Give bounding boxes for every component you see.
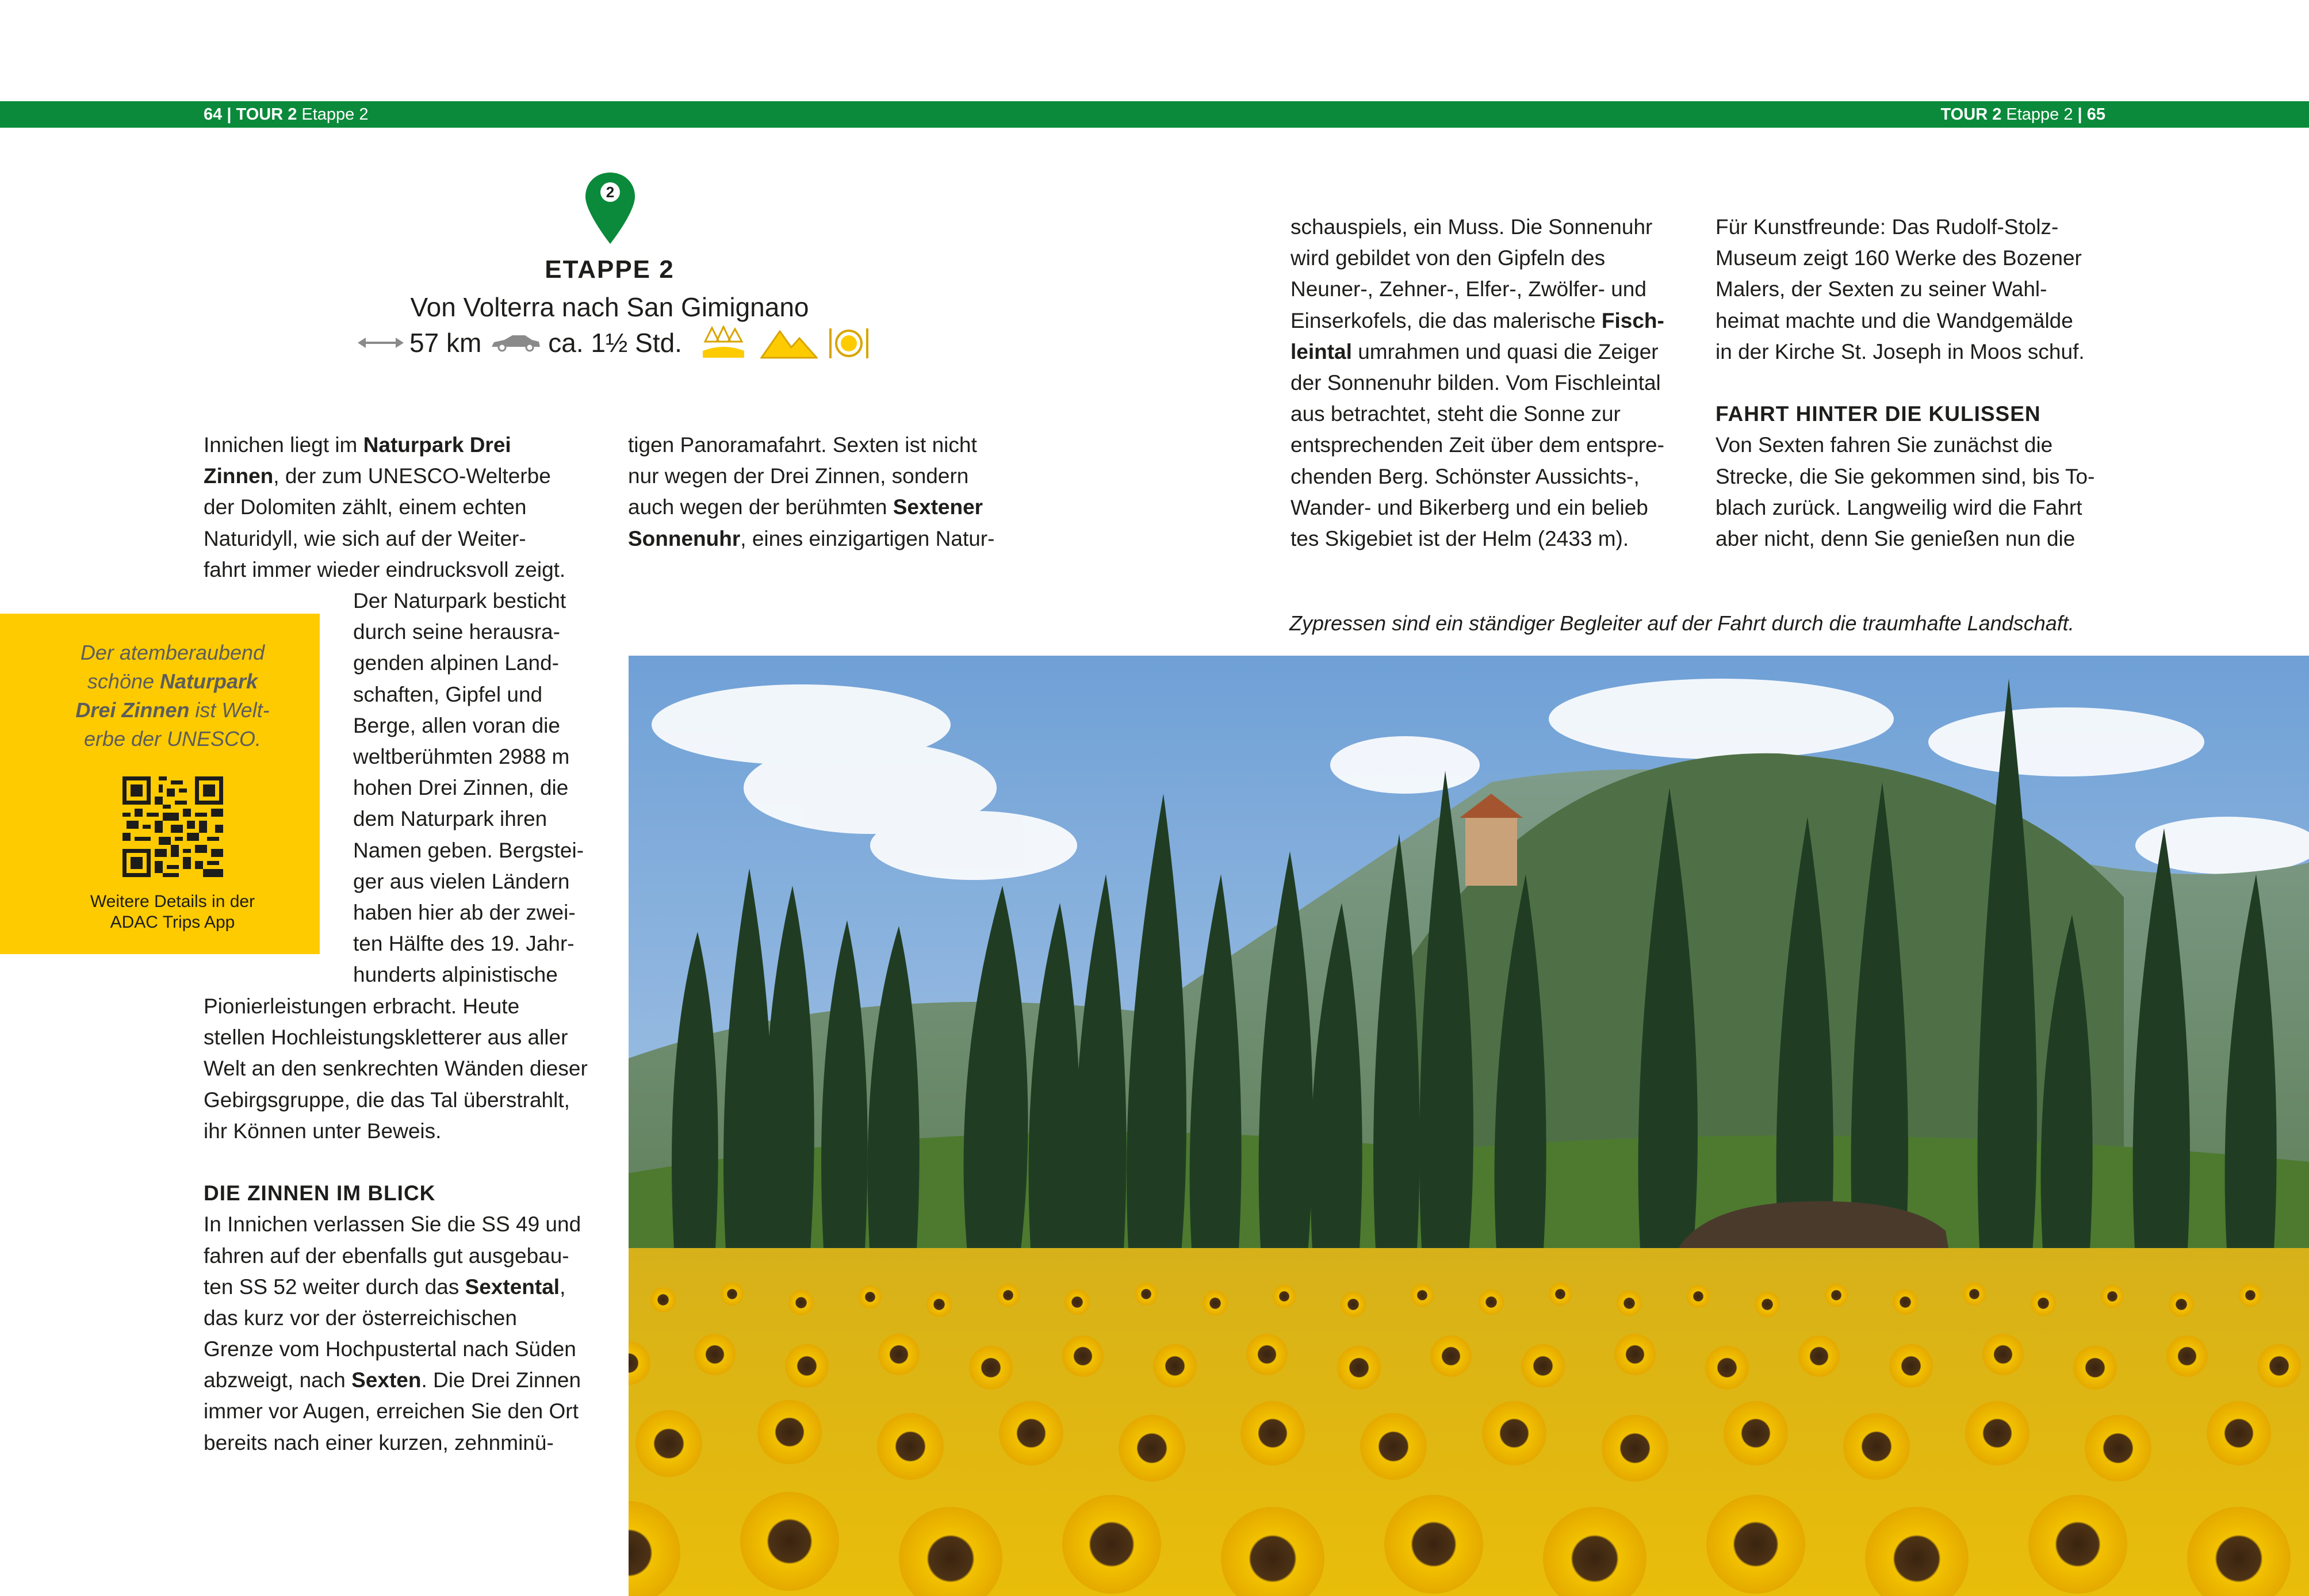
text-line: fahren auf der ebenfalls gut ausgebau- <box>204 1243 569 1268</box>
tour-label-left: TOUR 2 <box>236 105 297 124</box>
text-line: ten Hälfte des 19. Jahr- <box>353 932 575 956</box>
column-1-continued <box>204 991 588 1459</box>
text-line: Zinnen, der zum UNESCO-Welterbe <box>204 464 551 488</box>
text-line: Wander- und Bikerberg und ein belieb <box>1291 495 1648 519</box>
text-line: chenden Berg. Schönster Aussichts-, <box>1291 464 1640 488</box>
text-line: wird gebildet von den Gipfeln des <box>1291 246 1606 270</box>
info-box-caption: Der atemberaubend schöne Naturpark Drei Zinnen ist Welt- erbe der UNESCO. <box>75 641 270 751</box>
text-line: Strecke, die Sie gekommen sind, bis To- <box>1716 464 2095 488</box>
qr-code-icon[interactable] <box>122 776 223 877</box>
text-line: Pionierleistungen erbracht. Heute <box>204 994 520 1018</box>
text-line: durch seine herausra- <box>353 620 560 644</box>
text-line: ihr Können unter Beweis. <box>204 1119 442 1143</box>
stage-distance: 57 km <box>409 328 482 358</box>
section-heading-kulissen: FAHRT HINTER DIE KULISSEN <box>1716 402 2041 426</box>
stage-duration: ca. 1½ Std. <box>548 328 682 358</box>
text-line: auch wegen der berühmten Sextener <box>628 495 983 519</box>
stage-label-left: Etappe 2 <box>301 105 369 124</box>
text-line: dem Naturpark ihren <box>353 807 547 831</box>
stage-route: Von Volterra nach San Gimignano <box>410 292 809 322</box>
text-line: Einserkofels, die das malerische Fisch- <box>1291 308 1664 332</box>
left-page-header: 64 | TOUR 2 Etappe 2 <box>204 105 369 124</box>
restaurant-icon <box>826 325 872 361</box>
info-box-app-note: Weitere Details in der ADAC Trips App <box>90 892 255 932</box>
section-heading-zinnen: DIE ZINNEN IM BLICK <box>204 1181 436 1205</box>
text-line: tes Skigebiet ist der Helm (2433 m). <box>1291 526 1629 550</box>
text-line: Der Naturpark besticht <box>353 589 566 613</box>
column-4-text <box>1716 212 2094 554</box>
car-icon <box>489 333 541 353</box>
page-number-left: 64 <box>204 105 223 124</box>
text-line: Naturidyll, wie sich auf der Weiter- <box>204 526 526 550</box>
mountains-icon <box>760 327 818 359</box>
text-line: Für Kunstfreunde: Das Rudolf-Stolz- <box>1716 215 2059 239</box>
landscape-photo <box>629 656 2309 1596</box>
text-line: aus betrachtet, steht die Sonne zur <box>1291 402 1621 426</box>
stage-info-row <box>358 326 872 360</box>
text-line: blach zurück. Langweilig wird die Fahrt <box>1716 495 2082 519</box>
text-line: der Dolomiten zählt, einem echten <box>204 495 527 519</box>
text-line: hunderts alpinistische <box>353 963 558 987</box>
text-line: Gebirgsgruppe, die das Tal überstrahlt, <box>204 1088 570 1112</box>
text-line: Sonnenuhr, eines einzigartigen Natur- <box>628 526 995 550</box>
text-line: bereits nach einer kurzen, zehnminü- <box>204 1430 554 1455</box>
text-line: genden alpinen Land- <box>353 651 559 675</box>
text-line: Grenze vom Hochpustertal nach Süden <box>204 1337 576 1361</box>
text-line: Neuner-, Zehner-, Elfer-, Zwölfer- und <box>1291 277 1646 301</box>
text-line: immer vor Augen, erreichen Sie den Ort <box>204 1399 579 1423</box>
text-line: schauspiels, ein Muss. Die Sonnenuhr <box>1291 215 1653 239</box>
text-line: fahrt immer wieder eindrucksvoll zeigt. <box>204 557 566 581</box>
text-line: weltberühmten 2988 m <box>353 744 570 768</box>
column-3-text <box>1291 212 1664 554</box>
text-line: hohen Drei Zinnen, die <box>353 776 569 800</box>
text-line: haben hier ab der zwei- <box>353 900 576 924</box>
text-line: Von Sexten fahren Sie zunächst die <box>1716 433 2053 457</box>
distance-arrow-icon <box>358 334 404 351</box>
column-1-intro <box>204 430 565 585</box>
column-2-text <box>628 430 994 554</box>
text-line: Welt an den senkrechten Wänden dieser <box>204 1057 588 1081</box>
text-line: stellen Hochleistungskletterer aus aller <box>204 1025 568 1050</box>
text-line: in der Kirche St. Joseph in Moos schuf. <box>1716 339 2085 363</box>
text-line: ten SS 52 weiter durch das Sextental, <box>204 1274 566 1299</box>
text-line: entsprechenden Zeit über dem entspre- <box>1291 433 1664 457</box>
text-line: heimat machte und die Wandgemälde <box>1716 308 2073 332</box>
text-line: Namen geben. Bergstei- <box>353 838 584 862</box>
text-line: Museum zeigt 160 Werke des Bozener <box>1716 246 2082 270</box>
text-line: tigen Panoramafahrt. Sexten ist nicht <box>628 433 977 457</box>
text-line: das kurz vor der österreichischen <box>204 1306 517 1330</box>
text-line: aber nicht, denn Sie genießen nun die <box>1716 526 2076 550</box>
column-1-wrapped-text <box>353 585 584 990</box>
text-line: Innichen liegt im Naturpark Drei <box>204 433 511 457</box>
photo-caption: Zypressen sind ein ständiger Begleiter auf der Fahrt durch die traumhafte Landschaft. <box>1289 611 2074 635</box>
tour-label-right: TOUR 2 <box>1940 105 2002 124</box>
text-line: nur wegen der Drei Zinnen, sondern <box>628 464 969 488</box>
page-number-right: 65 <box>2086 105 2105 124</box>
text-line: Malers, der Sexten zu seiner Wahl- <box>1716 277 2047 301</box>
text-line: In Innichen verlassen Sie die SS 49 und <box>204 1212 581 1237</box>
stage-marker-number: 2 <box>606 183 615 201</box>
text-line: Berge, allen voran die <box>353 713 560 737</box>
right-page-header: TOUR 2 Etappe 2 | 65 <box>1940 105 2105 124</box>
forest-icon <box>700 326 746 360</box>
map-pin-icon <box>583 170 637 246</box>
text-line: der Sonnenuhr bilden. Vom Fischleintal <box>1291 370 1661 395</box>
stage-title: ETAPPE 2 <box>545 255 675 284</box>
text-line: ger aus vielen Ländern <box>353 869 570 893</box>
stage-label-right: Etappe 2 <box>2006 105 2073 124</box>
text-line: abzweigt, nach Sexten. Die Drei Zinnen <box>204 1368 581 1392</box>
text-line: leintal umrahmen und quasi die Zeiger <box>1291 339 1659 363</box>
text-line: schaften, Gipfel und <box>353 682 543 706</box>
